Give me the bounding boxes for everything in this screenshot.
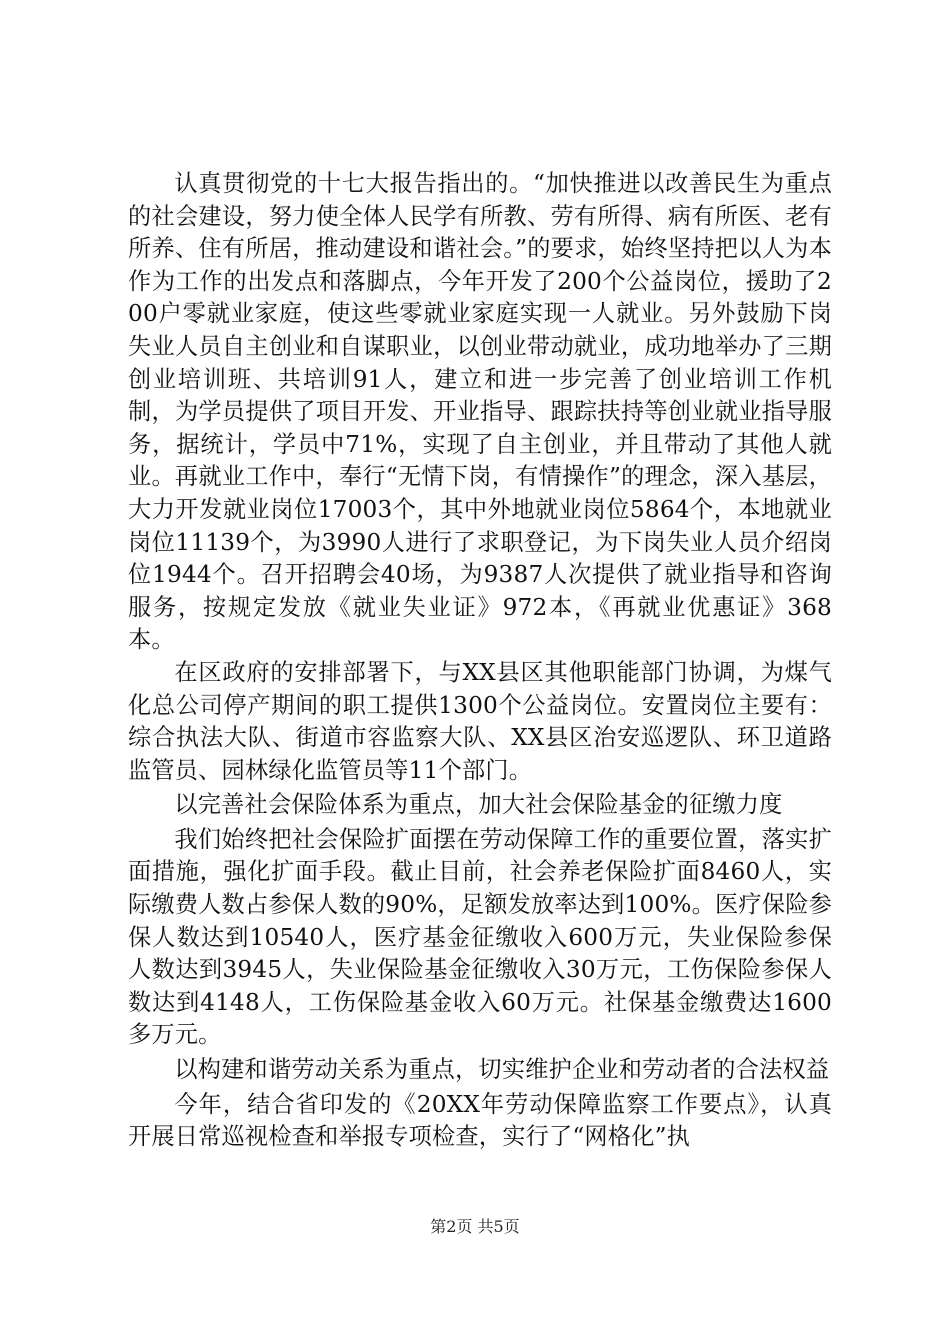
paragraph-public-posts: 在区政府的安排部署下，与XX县区其他职能部门协调，为煤气化总公司停产期间的职工提供1300个公益岗位。安置岗位主要有：综合执法大队、街道市容监察大队、XX县区治安巡逻队、环卫道路监管员、园林绿化监管员等11个部门。: [128, 658, 832, 784]
paragraph-labor-inspection: 今年，结合省印发的《20XX年劳动保障监察工作要点》，认真开展日常巡视检查和举报专项检查，实行了“网格化”执: [128, 1090, 832, 1151]
document-body: [128, 168, 832, 1154]
section-heading-social-insurance: 以完善社会保险体系为重点，加大社会保险基金的征缴力度: [174, 791, 783, 819]
section-heading-labor-relations: 以构建和谐劳动关系为重点，切实维护企业和劳动者的合法权益: [174, 1056, 830, 1084]
paragraph-employment: 认真贯彻党的十七大报告指出的。“加快推进以改善民生为重点的社会建设，努力使全体人民学有所教、劳有所得、病有所医、老有所养、住有所居，推动建设和谐社会。”的要求，始终坚持把以人为本作为工作的出发点和落脚点，今年开发了200个公益岗位，援助了200户零就业家庭，使这些零就业家庭实现一人就业。另外鼓励下岗失业人员自主创业和自谋职业，以创业带动就业，成功地举办了三期创业培训班、共培训91人，建立和进一步完善了创业培训工作机制，为学员提供了项目开发、开业指导、跟踪扶持等创业就业指导服务，据统计，学员中71%，实现了自主创业，并且带动了其他人就业。再就业工作中，奉行“无情下岗，有情操作”的理念，深入基层，大力开发就业岗位17003个，其中外地就业岗位5864个，本地就业岗位11139个，为3990人进行了求职登记，为下岗失业人员介绍岗位1944个。召开招聘会40场，为9387人次提供了就业指导和咨询服务，按规定发放《就业失业证》972本，《再就业优惠证》368本。: [128, 170, 832, 654]
paragraph-social-insurance: 我们始终把社会保险扩面摆在劳动保障工作的重要位置，落实扩面措施，强化扩面手段。截止目前，社会养老保险扩面8460人，实际缴费人数占参保人数的90%，足额发放率达到100%。医疗保险参保人数达到10540人，医疗基金征缴收入600万元，失业保险参保人数达到3945人，失业保险基金征缴收入30万元，工伤保险参保人数达到4148人，工伤保险基金收入60万元。社保基金缴费达1600多万元。: [128, 825, 832, 1049]
page-number-footer: 第2页 共5页: [430, 1217, 520, 1236]
